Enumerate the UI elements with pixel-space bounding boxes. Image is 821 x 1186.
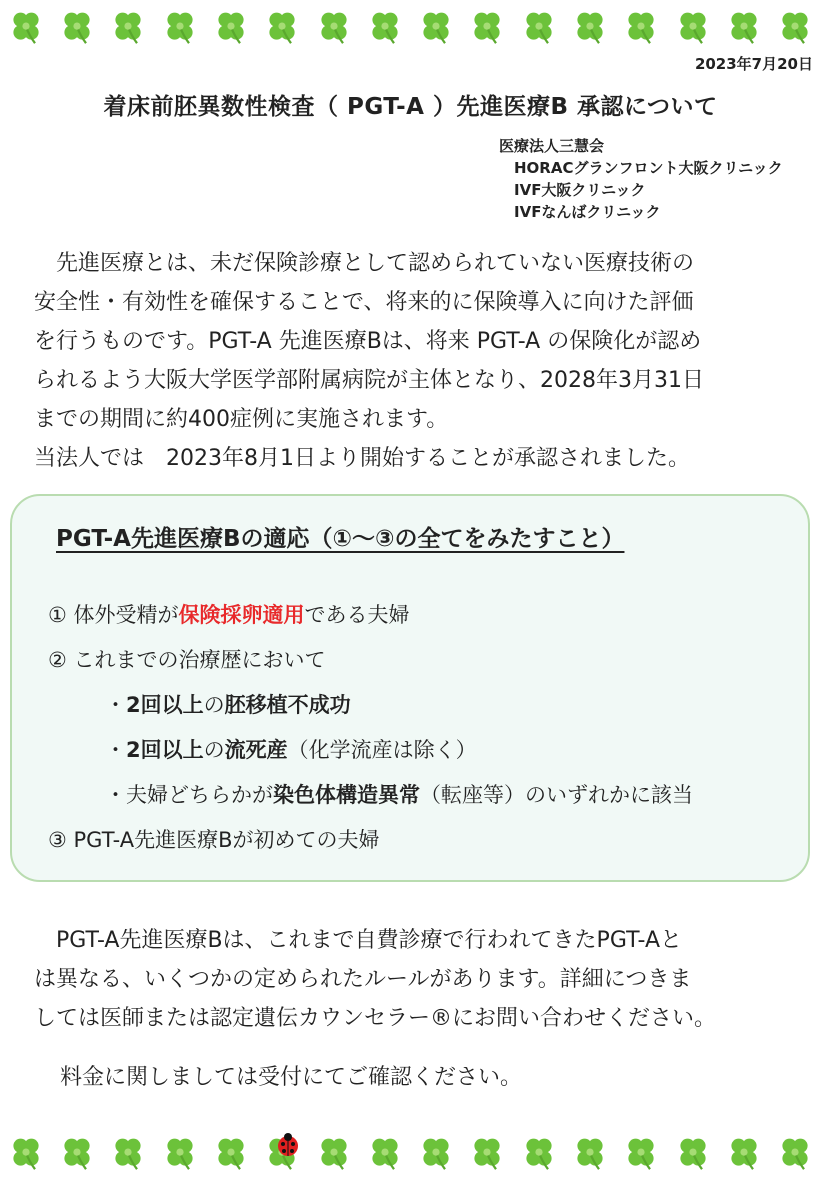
clover-icon: [8, 1135, 44, 1171]
bullet: ・: [105, 783, 126, 807]
item-text: 体外受精が: [73, 603, 179, 627]
clover-icon: [316, 1135, 352, 1171]
clover-icon: [162, 9, 198, 45]
clover-icon: [418, 1135, 454, 1171]
item-bold: 胚移植不成功: [224, 693, 351, 717]
clover-icon: [623, 9, 659, 45]
clover-icon: [367, 9, 403, 45]
clover-icon: [623, 1135, 659, 1171]
indication-list: [48, 593, 693, 863]
clover-icon: [59, 9, 95, 45]
clover-icon: [675, 9, 711, 45]
organization-block: [499, 135, 783, 223]
item-text: の: [203, 693, 225, 717]
intro-line: られるよう大阪大学医学部附属病院が主体となり、2028年3月31日: [34, 368, 704, 393]
clover-icon: [367, 1135, 403, 1171]
clover-icon: [110, 1135, 146, 1171]
clover-border-bottom: [0, 1128, 821, 1178]
clover-icon: [162, 1135, 198, 1171]
clover-icon: [572, 1135, 608, 1171]
clover-icon: [418, 9, 454, 45]
clover-icon: [8, 9, 44, 45]
item-emphasis: 保険採卵適用: [178, 603, 305, 627]
intro-paragraph: [34, 244, 794, 478]
clover-icon: [777, 1135, 813, 1171]
bullet: ・: [105, 693, 126, 717]
clover-icon: [264, 9, 300, 45]
clover-icon: [213, 1135, 249, 1171]
item-text: である夫婦: [304, 603, 410, 627]
intro-line: までの期間に約400症例に実施されます。: [34, 407, 449, 432]
clinic-name: HORACグランフロント大阪クリニック: [514, 159, 783, 177]
clover-border-top: [0, 2, 821, 52]
indication-item-1: [48, 593, 693, 638]
clover-icon: [777, 9, 813, 45]
item-text: （転座等）のいずれかに該当: [420, 783, 693, 807]
clover-icon: [59, 1135, 95, 1171]
indication-subitem-1: [48, 683, 693, 728]
intro-line: を行うものです。PGT-A 先進医療Bは、将来 PGT-A の保険化が認め: [34, 329, 702, 354]
item-text: PGT-A先進医療Bが初めての夫婦: [73, 828, 380, 852]
clinic-name: IVF大阪クリニック: [514, 181, 646, 199]
indication-item-3: [48, 818, 693, 863]
rules-line: しては医師または認定遺伝カウンセラー®にお問い合わせください。: [34, 1006, 717, 1031]
item-number: ①: [48, 603, 67, 627]
clover-icon: [469, 9, 505, 45]
intro-line: 当法人では 2023年8月1日より開始することが承認されました。: [34, 446, 690, 471]
item-text: の: [203, 738, 225, 762]
indication-subitem-2: [48, 728, 693, 773]
item-text: 夫婦どちらかが: [126, 783, 273, 807]
clover-icon: [521, 9, 557, 45]
clover-icon: [675, 1135, 711, 1171]
item-number: ②: [48, 648, 67, 672]
item-number: ③: [48, 828, 67, 852]
item-bold: 2回以上: [126, 693, 204, 717]
item-bold: 染色体構造異常: [273, 783, 420, 807]
rules-line: は異なる、いくつかの定められたルールがあります。詳細につきま: [34, 967, 692, 992]
rules-line: PGT-A先進医療Bは、これまで自費診療で行われてきたPGT-Aと: [34, 928, 683, 953]
intro-line: 安全性・有効性を確保することで、将来的に保険導入に向けた評価: [34, 290, 694, 315]
ladybug-icon: [276, 1133, 300, 1157]
clover-icon: [521, 1135, 557, 1171]
clover-icon: [726, 9, 762, 45]
clover-icon: [469, 1135, 505, 1171]
clover-icon: [316, 9, 352, 45]
indication-item-2: [48, 638, 693, 683]
item-text: （化学流産は除く）: [287, 738, 477, 762]
page-title: 着床前胚異数性検査（ PGT-A ）先進医療B 承認について: [103, 94, 718, 120]
item-bold: 流死産: [224, 738, 288, 762]
indication-subitem-3: [48, 773, 693, 818]
bullet: ・: [105, 738, 126, 762]
rules-paragraph: [34, 921, 804, 1038]
clover-icon: [572, 9, 608, 45]
clover-icon: [110, 9, 146, 45]
clover-icon: [213, 9, 249, 45]
clinic-name: IVFなんばクリニック: [514, 203, 661, 221]
organization-name: 医療法人三慧会: [499, 137, 605, 155]
indication-box: [10, 494, 810, 882]
document-date: 2023年7月20日: [694, 55, 813, 73]
indication-title: PGT-A先進医療Bの適応（①～③の全てをみたすこと）: [56, 526, 625, 552]
intro-line: 先進医療とは、未だ保険診療として認められていない医療技術の: [34, 251, 695, 276]
item-text: これまでの治療歴において: [73, 648, 326, 672]
item-bold: 2回以上: [126, 738, 204, 762]
fee-note: 料金に関しましては受付にてご確認ください。: [60, 1065, 523, 1090]
clover-icon: [726, 1135, 762, 1171]
